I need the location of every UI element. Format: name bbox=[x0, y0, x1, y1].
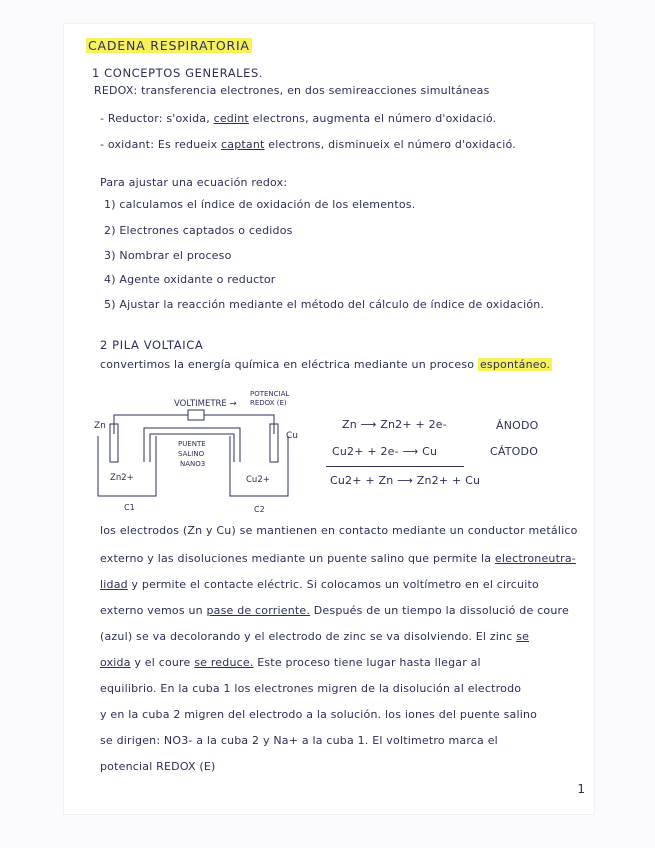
step-item: 2) Electrones captados o cedidos bbox=[104, 224, 293, 237]
section1-heading: 1 CONCEPTOS GENERALES. bbox=[92, 66, 264, 80]
zn-electrode-label: Zn bbox=[94, 421, 106, 431]
cu-electrode-label: Cu bbox=[286, 431, 298, 441]
reaction-anode: Zn ⟶ Zn2+ + 2e- bbox=[342, 418, 447, 431]
reaction-overall: Cu2+ + Zn ⟶ Zn2+ + Cu bbox=[330, 474, 481, 487]
section2-intro-text: convertimos la energía química en eléctrica mediante un proceso bbox=[100, 358, 478, 371]
cell2-label: C2 bbox=[254, 505, 265, 514]
wire-left bbox=[114, 415, 188, 434]
cell1-label: C1 bbox=[124, 503, 135, 512]
bridge-label-3: NANO3 bbox=[180, 460, 206, 468]
paragraph-text: externo vemos un bbox=[100, 604, 207, 617]
section2-heading: 2 PILA VOLTAICA bbox=[100, 338, 204, 352]
step-item: 1) calculamos el índice de oxidación de los elementos. bbox=[104, 198, 416, 211]
bridge-label-1: PUENTE bbox=[178, 440, 206, 448]
voltmeter-box bbox=[188, 410, 204, 420]
paragraph-line: potencial REDOX (E) bbox=[100, 760, 216, 773]
paragraph-underlined: lidad bbox=[100, 578, 128, 591]
reaction-cathode: Cu2+ + 2e- ⟶ Cu bbox=[332, 445, 438, 458]
potential-label-2: REDOX (E) bbox=[250, 399, 287, 407]
bridge-label-2: SALINO bbox=[178, 450, 205, 458]
sum-line bbox=[326, 466, 464, 467]
oxidant-underlined: captant bbox=[221, 138, 265, 151]
page-number: 1 bbox=[577, 782, 585, 796]
paragraph-line: los electrodos (Zn y Cu) se mantienen en contacto mediante un conductor metálico bbox=[100, 524, 578, 537]
paragraph-underlined: se reduce. bbox=[194, 656, 254, 669]
step-item: 5) Ajustar la reacción mediante el método del cálculo de índice de oxidación. bbox=[104, 298, 545, 311]
paragraph-line: se dirigen: NO3- a la cuba 2 y Na+ a la cuba 1. El voltimetro marca el bbox=[100, 734, 498, 747]
paragraph-line bbox=[100, 604, 569, 617]
title-highlight: CADENA RESPIRATORIA bbox=[88, 38, 250, 53]
voltaic-cell-diagram bbox=[88, 384, 308, 514]
paragraph-text: (azul) se va decolorando y el electrodo de zinc se va disolviendo. El zinc bbox=[100, 630, 517, 643]
paragraph-line: y en la cuba 2 migren del electrodo a la solución. los iones del puente salino bbox=[100, 708, 538, 721]
step-item: 4) Agente oxidante o reductor bbox=[104, 273, 276, 286]
paragraph-line bbox=[100, 578, 539, 591]
oxidant-post: electrons, disminueix el número d'oxidació. bbox=[264, 138, 516, 151]
beaker-right bbox=[230, 436, 288, 496]
wire-right bbox=[204, 415, 274, 434]
paragraph-line: equilibrio. En la cuba 1 los electrones migren de la disolución al electrodo bbox=[100, 682, 522, 695]
reductor-pre: - Reductor: s'oxida, bbox=[100, 112, 214, 125]
oxidant-definition bbox=[100, 138, 516, 151]
reductor-definition bbox=[100, 112, 496, 125]
ajustar-intro: Para ajustar una ecuación redox: bbox=[100, 176, 288, 189]
paragraph-text: y el coure bbox=[130, 656, 195, 669]
zn-ion-label: Zn2+ bbox=[110, 473, 134, 483]
paragraph-underlined: pase de corriente. bbox=[206, 604, 311, 617]
paragraph-line bbox=[100, 656, 481, 669]
paragraph-underlined: se bbox=[516, 630, 530, 643]
paragraph-text: externo y las disoluciones mediante un puente salino que permite la bbox=[100, 552, 495, 565]
anode-label: ÁNODO bbox=[496, 419, 539, 432]
beaker-left bbox=[98, 436, 156, 496]
paragraph-line bbox=[100, 630, 529, 643]
paragraph-text: Este proceso tiene lugar hasta llegar al bbox=[253, 656, 481, 669]
cu-ion-label: Cu2+ bbox=[246, 475, 270, 485]
reductor-underlined: cedint bbox=[213, 112, 249, 125]
paragraph-text: Después de un tiempo la dissolució de coure bbox=[310, 604, 569, 617]
paragraph-text: y permite el contacte eléctric. Si colocamos un voltímetro en el circuito bbox=[127, 578, 539, 591]
redox-definition: REDOX: transferencia electrones, en dos semireacciones simultáneas bbox=[94, 84, 490, 97]
step-item: 3) Nombrar el proceso bbox=[104, 249, 232, 262]
oxidant-pre: - oxidant: Es redueix bbox=[100, 138, 222, 151]
reductor-post: electrons, augmenta el número d'oxidació. bbox=[248, 112, 497, 125]
voltmeter-label: VOLTIMETRE → bbox=[174, 399, 237, 409]
paragraph-line bbox=[100, 552, 576, 565]
section2-intro bbox=[100, 358, 552, 371]
page-title bbox=[86, 38, 252, 53]
paragraph-underlined: electroneutra- bbox=[494, 552, 576, 565]
paragraph-underlined: oxida bbox=[100, 656, 131, 669]
spontaneous-highlight: espontáneo. bbox=[479, 358, 551, 371]
potential-label-1: POTENCIAL bbox=[250, 390, 290, 398]
cathode-label: CÁTODO bbox=[490, 445, 539, 458]
